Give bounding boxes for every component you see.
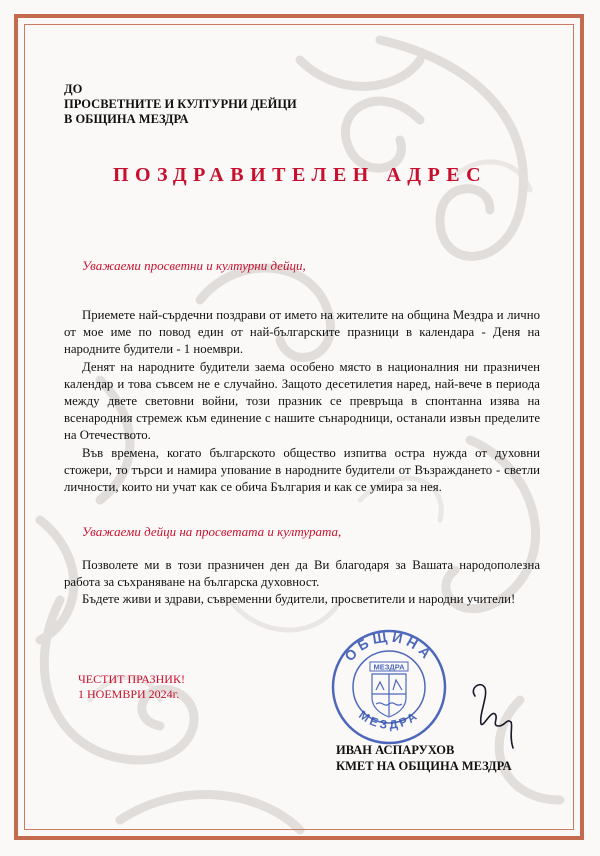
- closing-block: [78, 672, 185, 702]
- greeting-second: Уважаеми дейци на просветата и културата,: [82, 524, 342, 539]
- body-paragraph: Във времена, когато българското общество изпитва остра нужда от духовни стожери, то търси и намира упование в народните будители от Възраждането - светли личности, които ни учат как се обича България и как се умира за нея.: [64, 446, 540, 495]
- municipality-stamp: [330, 628, 448, 746]
- recipient-block: [64, 82, 297, 127]
- signer-position: КМЕТ НА ОБЩИНА МЕЗДРА: [336, 759, 512, 773]
- signer-name: ИВАН АСПАРУХОВ: [336, 743, 455, 757]
- stamp-top-text: ОБЩИНА: [341, 628, 437, 665]
- greeting-first: Уважаеми просветни и културни дейци,: [82, 258, 306, 273]
- closing-date: 1 НОЕМВРИ 2024г.: [78, 687, 180, 701]
- body-paragraph: Позволете ми в този празничен ден да Ви благодаря за Вашата народополезна работа за съхраняване на българска духовност.: [64, 558, 540, 590]
- stamp-inner-text: МЕЗДРА: [373, 662, 405, 672]
- body-paragraph: Приемете най-сърдечни поздрави от името на жителите на община Мездра и лично от мое име по повод един от най-българските празници в календара - Деня на народните будители - 1 ноември.: [64, 308, 540, 357]
- signer-block: [336, 742, 512, 774]
- body-paragraph: Бъдете живи и здрави, съвременни будители, просветители и народни учители!: [82, 592, 516, 606]
- svg-text:ОБЩИНА: [341, 628, 437, 664]
- recipient-line: ДО: [64, 82, 83, 96]
- coat-of-arms-icon: [372, 674, 406, 717]
- stamp-bottom-text: МЕЗДРА: [356, 707, 422, 733]
- document-title: ПОЗДРАВИТЕЛЕН АДРЕС: [112, 164, 488, 186]
- recipient-line: ПРОСВЕТНИТЕ И КУЛТУРНИ ДЕЙЦИ: [64, 97, 297, 111]
- body-paragraph: Денят на народните будители заема особено място в националния ни празничен календар и това съвсем не е случайно. Защото десетилетия наред, най-вече в периода между двете световни войни, този празник се превръща в спонтанна изява на всенародния стремеж към единение с нашите сънародници, останали извън пределите на Отечеството.: [64, 360, 540, 443]
- recipient-line: В ОБЩИНА МЕЗДРА: [64, 112, 189, 126]
- closing-greeting: ЧЕСТИТ ПРАЗНИК!: [78, 672, 185, 686]
